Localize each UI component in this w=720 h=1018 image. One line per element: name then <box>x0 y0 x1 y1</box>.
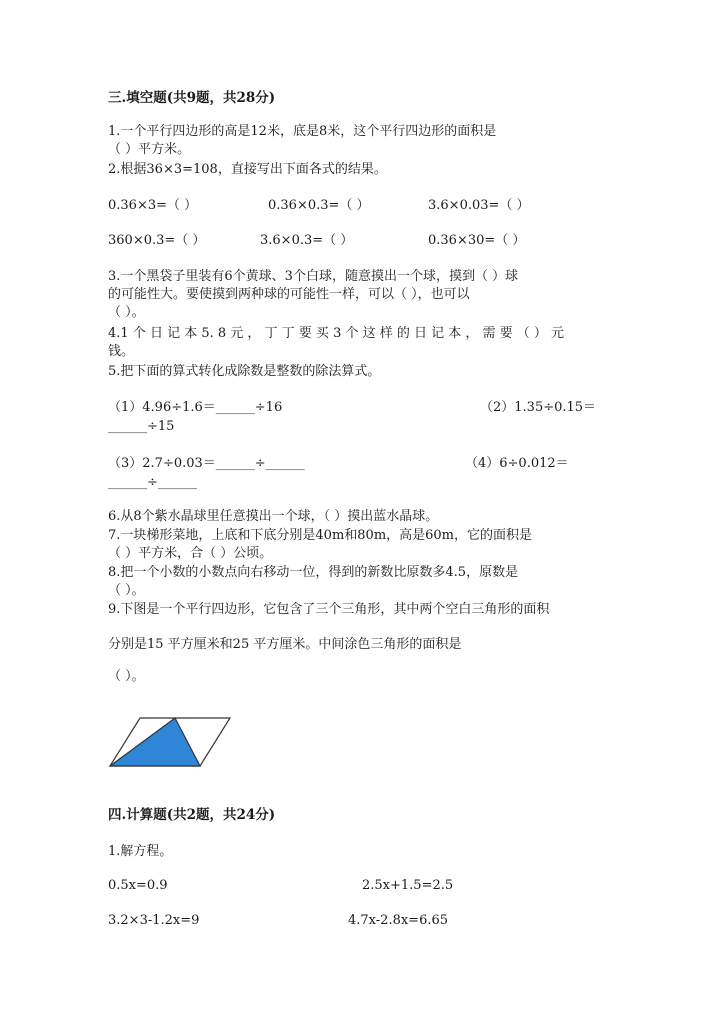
q2-r1-a: 0.36×3=（ ） <box>108 198 198 213</box>
equation-3: 3.2×3-1.2x=9 <box>108 913 200 928</box>
q2-r1-c: 3.6×0.03=（ ） <box>428 198 530 213</box>
equation-2: 2.5x+1.5=2.5 <box>362 878 454 893</box>
q2-r2-b: 3.6×0.3=（ ） <box>260 233 354 248</box>
section3-heading: 三.填空题(共9题，共28分) <box>108 90 276 106</box>
q2-r1-b: 0.36×0.3=（ ） <box>268 198 370 213</box>
q8-line2: （ ）。 <box>108 583 145 598</box>
q9-line1: 9.下图是一个平行四边形，它包含了三个三角形，其中两个空白三角形的面积 <box>108 602 550 617</box>
q3-line1: 3.一个黑袋子里装有6个黄球、3个白球，随意摸出一个球，摸到（ ）球 <box>108 269 519 284</box>
calc-q1-stem: 1.解方程。 <box>108 844 173 859</box>
q9-line2: 分别是15 平方厘米和25 平方厘米。中间涂色三角形的面积是 <box>108 637 462 652</box>
q4-line1: 4.1 个 日 记 本 5. 8 元 ， 丁 丁 要 买 3 个 这 样 的 日 记 本 ， 需 要 （ ） 元 <box>108 326 565 341</box>
q7-line1: 7.一块梯形菜地，上底和下底分别是40m和80m，高是60m，它的面积是 <box>108 528 533 543</box>
q1-line1: 1.一个平行四边形的高是12米，底是8米，这个平行四边形的面积是 <box>108 124 497 139</box>
q1-line2: （ ）平方米。 <box>108 142 191 157</box>
section4-heading: 四.计算题(共2题，共24分) <box>108 807 276 823</box>
q5-part2: （2）1.35÷0.15＝ <box>480 400 597 415</box>
q2-stem: 2.根据36×3=108，直接写出下面各式的结果。 <box>108 162 387 177</box>
q5-part3: （3）2.7÷0.03＝______÷______ <box>108 456 305 471</box>
parallelogram-figure <box>100 708 240 774</box>
equation-1: 0.5x=0.9 <box>108 878 168 893</box>
q2-r2-a: 360×0.3=（ ） <box>108 233 206 248</box>
q8-line1: 8.把一个小数的小数点向右移动一位，得到的新数比原数多4.5，原数是 <box>108 565 519 580</box>
q9-line3: （ ）。 <box>108 669 145 684</box>
q3-line3: （ ）。 <box>108 305 145 320</box>
q5-part1: （1）4.96÷1.6＝______÷16 <box>108 400 283 415</box>
q3-line2: 的可能性大。要使摸到两种球的可能性一样，可以（ ），也可以 <box>108 287 470 302</box>
q7-line2: （ ）平方米，合（ ）公顷。 <box>108 546 273 561</box>
q5-stem: 5.把下面的算式转化成除数是整数的除法算式。 <box>108 364 381 379</box>
q2-r2-c: 0.36×30=（ ） <box>428 233 526 248</box>
q5-part2-cont: ______÷15 <box>108 419 175 434</box>
q6: 6.从8个紫水晶球里任意摸出一个球，（ ）摸出蓝水晶球。 <box>108 509 439 524</box>
q4-line2: 钱。 <box>108 344 135 359</box>
equation-4: 4.7x-2.8x=6.65 <box>348 913 449 928</box>
q5-part4-cont: ______÷______ <box>108 475 197 490</box>
q5-part4: （4）6÷0.012＝ <box>465 456 569 471</box>
